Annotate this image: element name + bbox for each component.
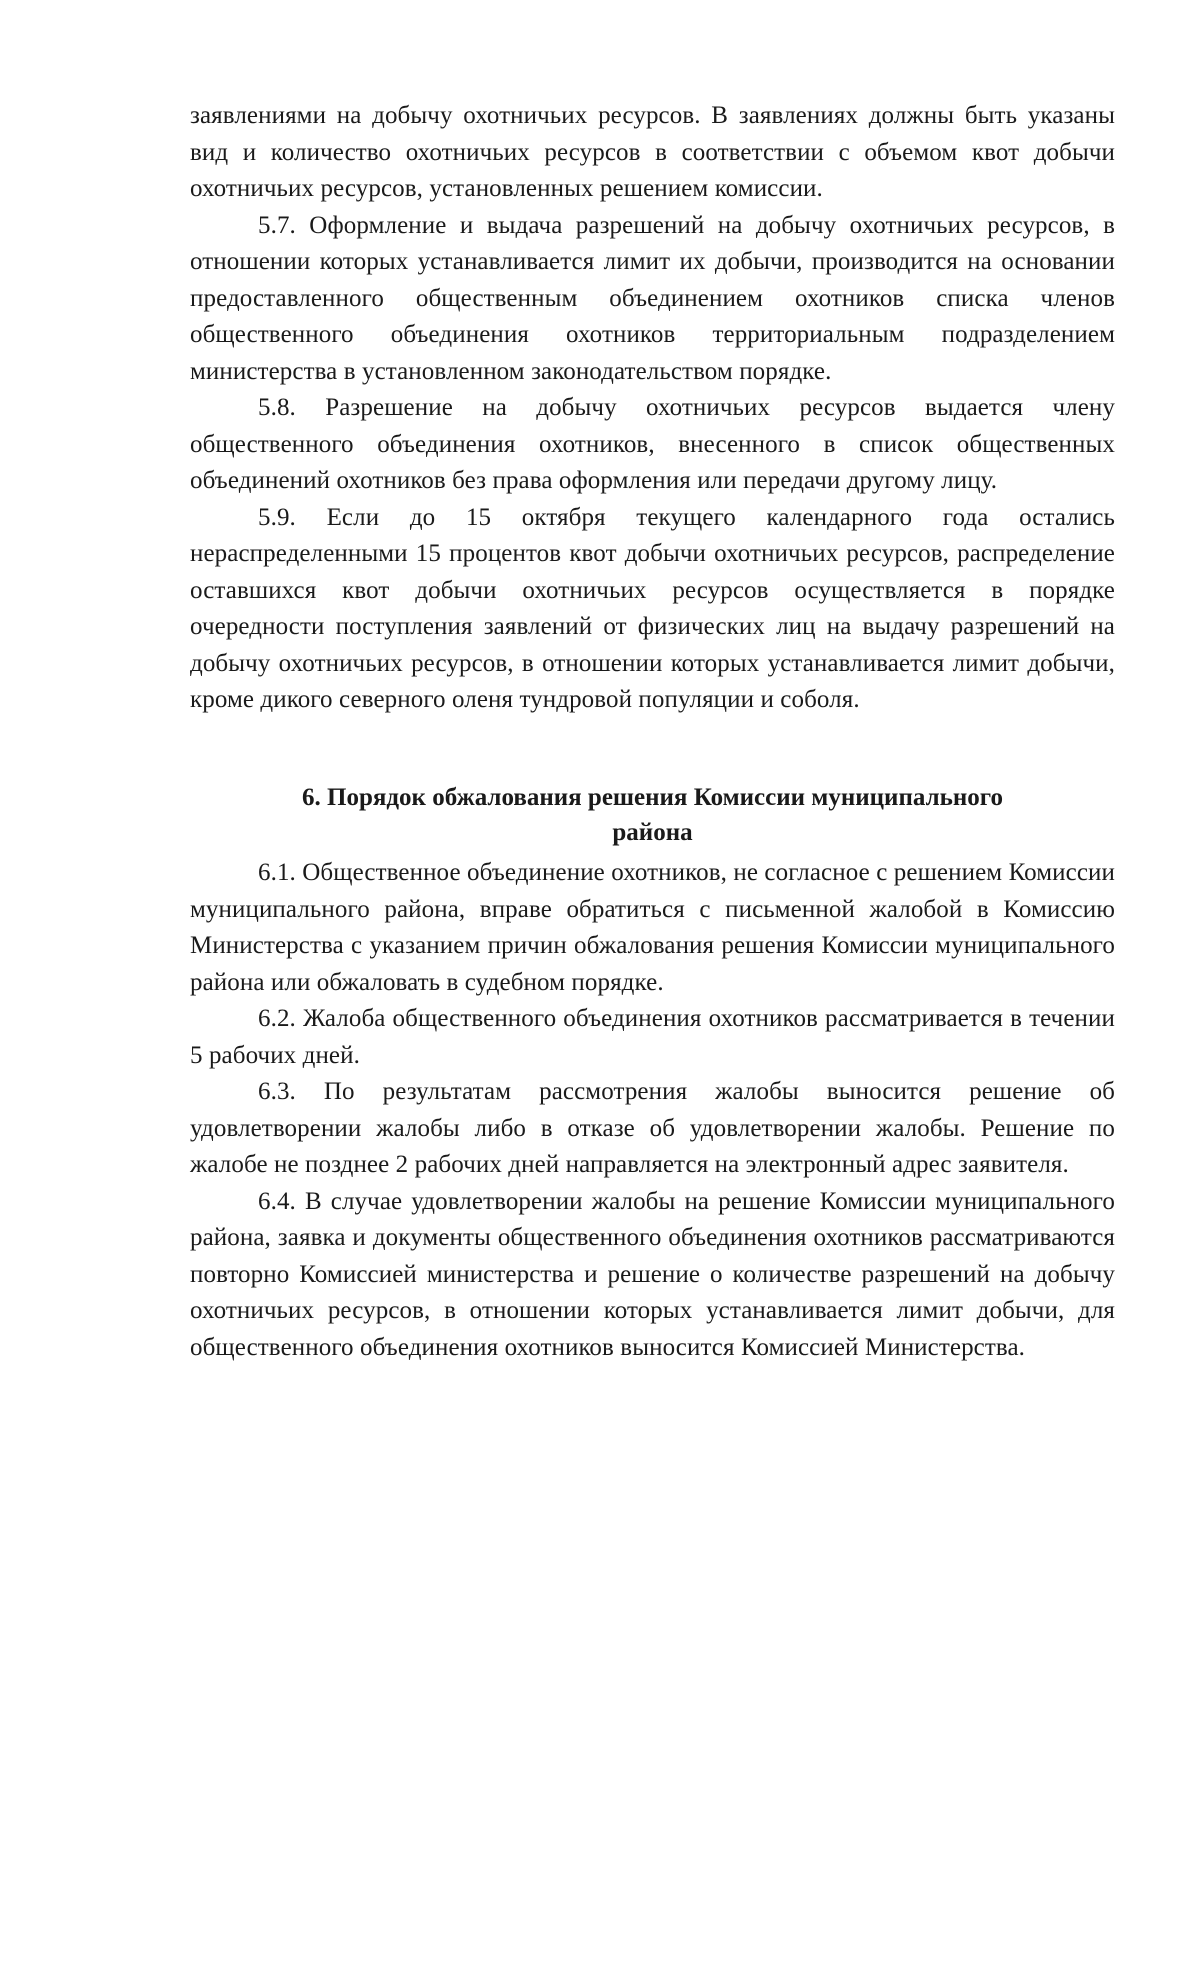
paragraph-5-8: 5.8. Разрешение на добычу охотничьих ресурсов выдается члену общественного объединения охотников, внесенного в список общественных объединений охотников без права оформления или передачи другому лицу. <box>190 394 1115 494</box>
section-6-text <box>190 855 1115 1366</box>
paragraph-6-2: 6.2. Жалоба общественного объединения охотников рассматривается в течении 5 рабочих дней. <box>190 1005 1115 1069</box>
paragraph-5-6-continuation: заявлениями на добычу охотничьих ресурсов. В заявлениях должны быть указаны вид и количество охотничьих ресурсов в соответствии с объемом квот добычи охотничьих ресурсов, установленных решением комиссии. <box>190 102 1115 202</box>
paragraph-6-1: 6.1. Общественное объединение охотников, не согласное с решением Комиссии муниципального района, вправе обратиться с письменной жалобой в Комиссию Министерства с указанием причин обжалования решения Комиссии муниципального района или обжаловать в судебном порядке. <box>190 859 1115 996</box>
paragraph-5-7: 5.7. Оформление и выдача разрешений на добычу охотничьих ресурсов, в отношении которых устанавливается лимит их добычи, производится на основании предоставленного общественным объединением охотников списка членов общественного объединения охотников территориальным подразделением министерства в установленном законодательством порядке. <box>190 211 1115 385</box>
paragraph-5-9: 5.9. Если до 15 октября текущего календарного года остались нераспределенными 15 процентов квот добычи охотничьих ресурсов, распределение оставшихся квот добычи охотничьих ресурсов осуществляется в порядке очередности поступления заявлений от физических лиц на выдачу разрешений на добычу охотничьих ресурсов, в отношении которых устанавливается лимит добычи, кроме дикого северного оленя тундровой популяции и соболя. <box>190 503 1115 713</box>
paragraph-6-3: 6.3. По результатам рассмотрения жалобы выносится решение об удовлетворении жалобы либо в отказе об удовлетворении жалобы. Решение по жалобе не позднее 2 рабочих дней направляется на электронный адрес заявителя. <box>190 1078 1115 1178</box>
paragraph-6-4: 6.4. В случае удовлетворении жалобы на решение Комиссии муниципального района, заявка и документы общественного объединения охотников рассматриваются повторно Комиссией министерства и решение о количестве разрешений на добычу охотничьих ресурсов, в отношении которых устанавливается лимит добычи, для общественного объединения охотников выносится Комиссией Министерства. <box>190 1187 1115 1361</box>
section-5-text <box>190 98 1115 719</box>
section-6-heading-line-2: района <box>612 819 693 846</box>
section-6-heading-line-1: 6. Порядок обжалования решения Комиссии муниципального <box>302 784 1003 811</box>
section-6-heading <box>190 780 1115 850</box>
